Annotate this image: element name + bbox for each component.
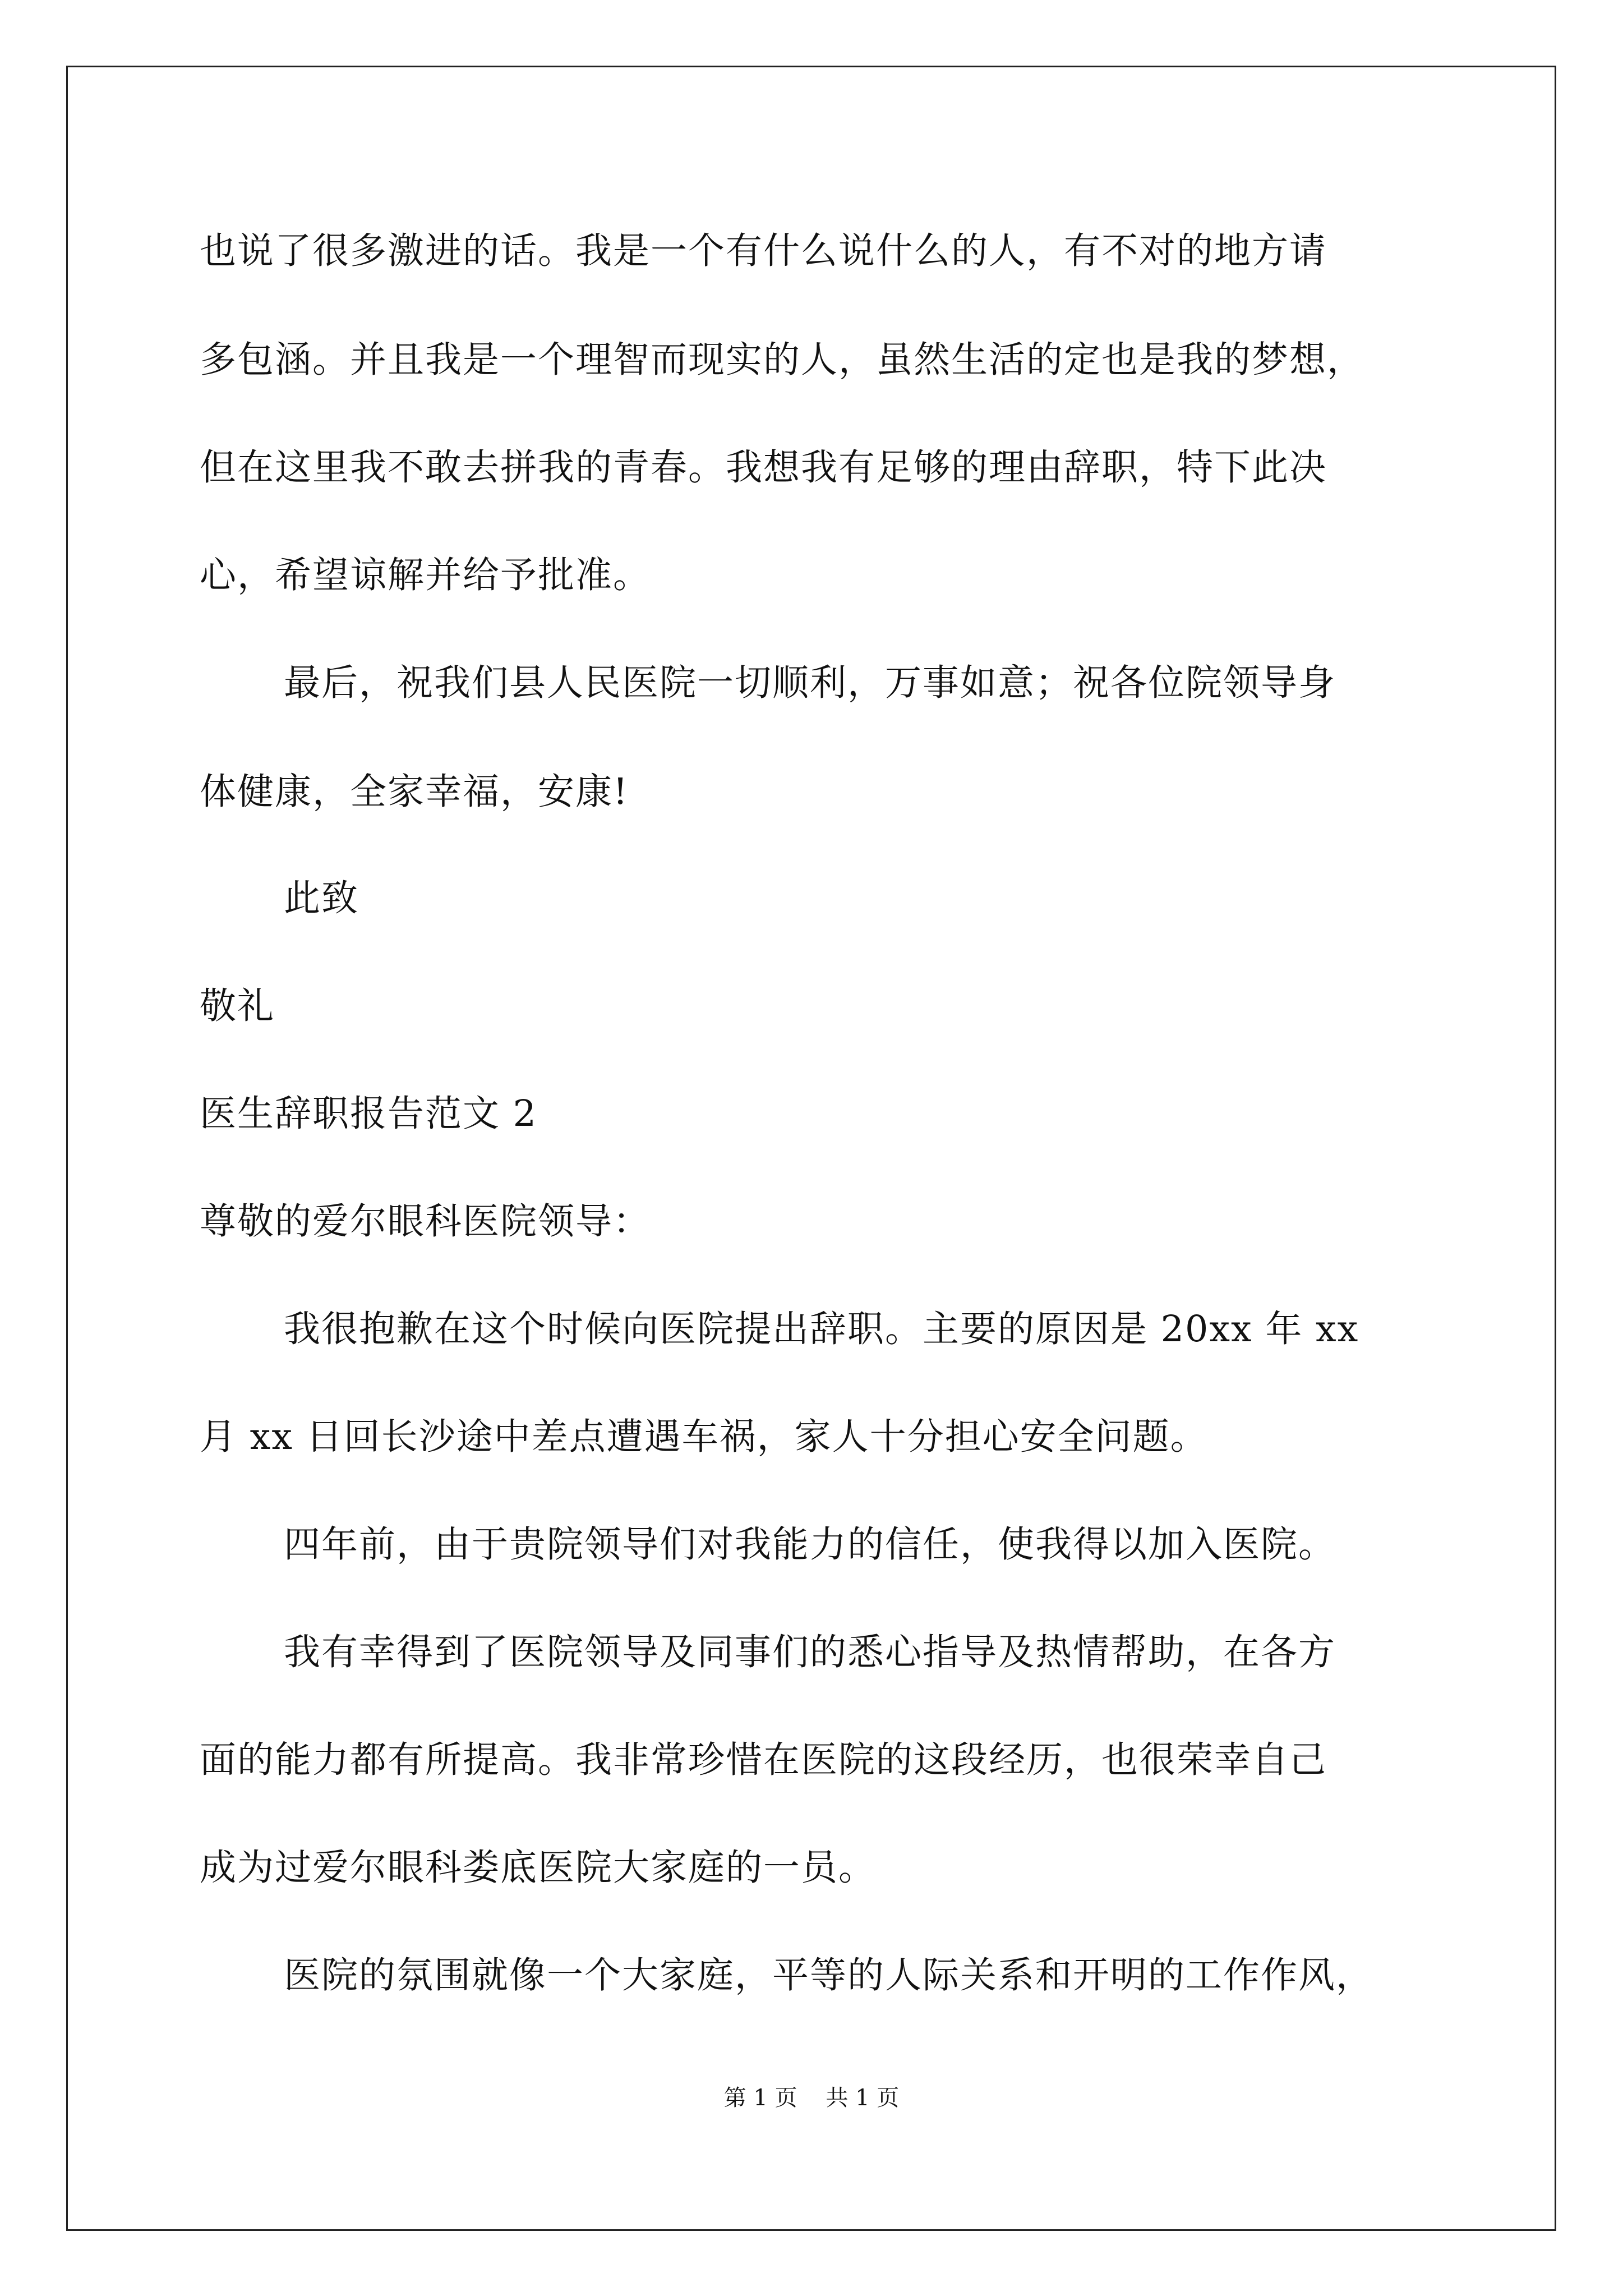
section-heading: 医生辞职报告范文 2	[200, 1093, 538, 1135]
body-line: 月 xx 日回长沙途中差点遭遇车祸，家人十分担心安全问题。	[200, 1416, 1208, 1458]
page-border	[66, 66, 1556, 2231]
body-line: 我有幸得到了医院领导及同事们的悉心指导及热情帮助，在各方	[284, 1631, 1336, 1673]
body-line: 医院的氛围就像一个大家庭，平等的人际关系和开明的工作作风，	[284, 1954, 1374, 1996]
greeting: 尊敬的爱尔眼科医院领导：	[200, 1200, 651, 1243]
body-line: 面的能力都有所提高。我非常珍惜在医院的这段经历，也很荣幸自己	[200, 1739, 1327, 1781]
page-number-footer: 第 1 页 共 1 页	[723, 2085, 900, 2111]
body-line: 体健康，全家幸福，安康!	[200, 771, 629, 813]
closing-regards: 敬礼	[200, 985, 275, 1027]
body-line: 但在这里我不敢去拼我的青春。我想我有足够的理由辞职，特下此决	[200, 447, 1327, 489]
body-line: 我很抱歉在这个时候向医院提出辞职。主要的原因是 20xx 年 xx	[284, 1308, 1359, 1350]
closing-salutation: 此致	[284, 877, 359, 919]
body-line: 四年前，由于贵院领导们对我能力的信任，使我得以加入医院。	[284, 1524, 1336, 1566]
body-line: 成为过爱尔眼科娄底医院大家庭的一员。	[200, 1847, 877, 1889]
body-line: 多包涵。并且我是一个理智而现实的人，虽然生活的定也是我的梦想，	[200, 339, 1365, 381]
body-line: 心，希望谅解并给予批准。	[200, 554, 651, 596]
body-line: 最后，祝我们县人民医院一切顺利，万事如意；祝各位院领导身	[284, 662, 1336, 704]
body-line: 也说了很多激进的话。我是一个有什么说什么的人，有不对的地方请	[200, 230, 1327, 272]
